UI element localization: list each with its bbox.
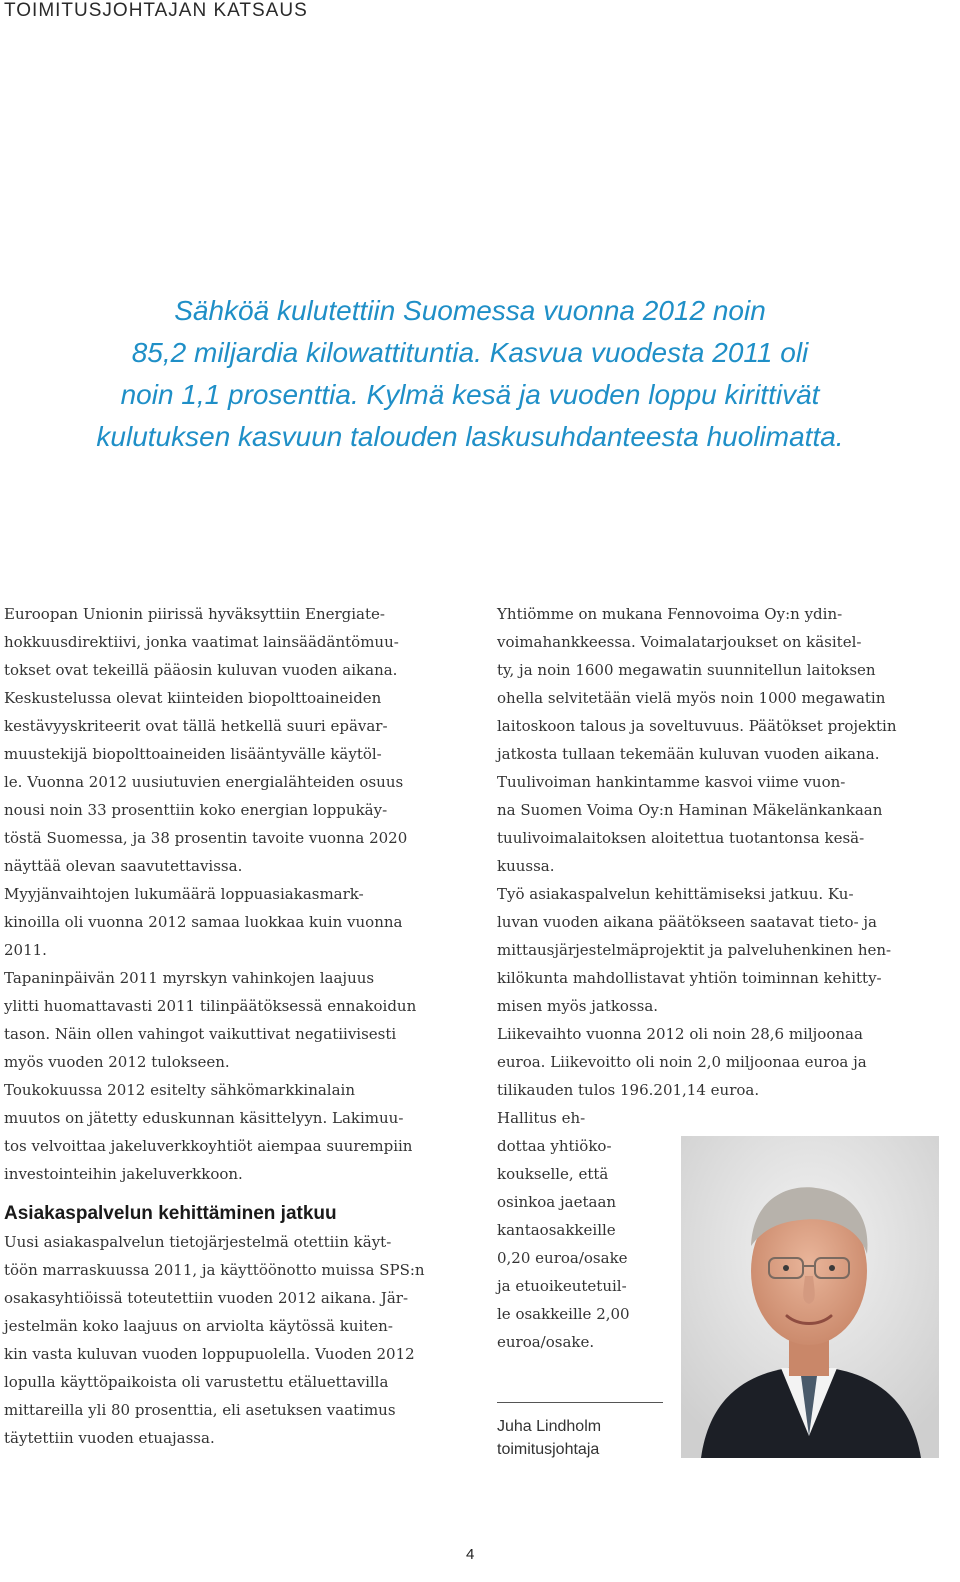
text-line: töstä Suomessa, ja 38 prosentin tavoite vuonna 2020 [4, 829, 408, 847]
signature-rule [497, 1402, 663, 1403]
text-line: mittausjärjestelmäprojektit ja palveluhenkinen hen- [497, 941, 892, 959]
text-line: luvan vuoden aikana päätökseen saatavat tieto- ja [497, 913, 877, 931]
lead-line: Sähköä kulutettiin Suomessa vuonna 2012 noin [174, 295, 766, 326]
text-line: 0,20 euroa/osake [497, 1249, 628, 1267]
text-line: muustekijä biopolttoaineiden lisääntyvälle käytöl- [4, 745, 382, 763]
text-line: nousi noin 33 prosenttiin koko energian loppukäy- [4, 801, 388, 819]
text-line: ja etuoikeutetuil- [497, 1277, 627, 1295]
text-line: investointeihin jakeluverkkoon. [4, 1165, 243, 1183]
text-line: hokkuusdirektiivi, jonka vaatimat lainsäädäntömuu- [4, 633, 399, 651]
text-line: Euroopan Unionin piirissä hyväksyttiin Energiate- [4, 605, 385, 623]
text-line: euroa. Liikevoitto oli noin 2,0 miljoonaa euroa ja [497, 1053, 867, 1071]
paragraph [4, 964, 464, 1076]
text-line: Tapaninpäivän 2011 myrskyn vahinkojen laajuus [4, 969, 375, 987]
text-line: jatkosta tullaan tekemään kuluvan vuoden aikana. [497, 745, 880, 763]
text-line: kinoilla oli vuonna 2012 samaa luokkaa kuin vuonna [4, 913, 403, 931]
text-line: kin vasta kuluvan vuoden loppupuolella. Vuoden 2012 [4, 1345, 415, 1363]
text-line: töön marraskuussa 2011, ja käyttöönotto muissa SPS:n [4, 1261, 425, 1279]
text-line: kuussa. [497, 857, 555, 875]
signature-block [497, 1415, 601, 1461]
page-number: 4 [466, 1546, 475, 1563]
text-line: Keskustelussa olevat kiinteiden biopolttoaineiden [4, 689, 382, 707]
paragraph [497, 1020, 942, 1104]
text-line: Myyjänvaihtojen lukumäärä loppuasiakasmark- [4, 885, 364, 903]
paragraph [497, 880, 942, 1020]
text-line: Yhtiömme on mukana Fennovoima Oy:n ydin- [497, 605, 843, 623]
text-line: ty, ja noin 1600 megawatin suunnitellun laitoksen [497, 661, 876, 679]
text-line: dottaa yhtiöko- [497, 1137, 612, 1155]
text-line: ylitti huomattavasti 2011 tilinpäätöksessä ennakoidun [4, 997, 417, 1015]
text-line: täytettiin vuoden etuajassa. [4, 1429, 215, 1447]
text-line: misen myös jatkossa. [497, 997, 659, 1015]
paragraph [4, 600, 464, 880]
text-line: osinkoa jaetaan [497, 1193, 617, 1211]
text-line: le osakkeille 2,00 [497, 1305, 630, 1323]
text-line: näyttää olevan saavutettavissa. [4, 857, 243, 875]
lead-line: 85,2 miljardia kilowattituntia. Kasvua vuodesta 2011 oli [131, 337, 809, 368]
text-line: na Suomen Voima Oy:n Haminan Mäkelänkankaan [497, 801, 883, 819]
paragraph [4, 1076, 464, 1188]
text-line: Työ asiakaspalvelun kehittämiseksi jatkuu. Ku- [497, 885, 854, 903]
ceo-portrait-photo [681, 1136, 939, 1458]
paragraph [4, 880, 464, 964]
text-line: Hallitus eh- [497, 1109, 586, 1127]
text-line: ohella selvitetään vielä myös noin 1000 megawatin [497, 689, 886, 707]
lead-quote [60, 290, 880, 458]
section-label: TOIMITUSJOHTAJAN KATSAUS [4, 0, 308, 21]
text-line: tason. Näin ollen vahingot vaikuttivat negatiivisesti [4, 1025, 397, 1043]
text-line: kilökunta mahdollistavat yhtiön toiminnan kehitty- [497, 969, 882, 987]
signature-name: Juha Lindholm [497, 1418, 602, 1435]
text-line: Toukokuussa 2012 esitelty sähkömarkkinalain [4, 1081, 355, 1099]
text-line: mittareilla yli 80 prosenttia, eli asetuksen vaatimus [4, 1401, 396, 1419]
text-line: laitoskoon talous ja soveltuvuus. Päätökset projektin [497, 717, 897, 735]
signature-title: toimitusjohtaja [497, 1441, 600, 1458]
text-line: tos velvoittaa jakeluverkkoyhtiöt aiempaa suurempiin [4, 1137, 413, 1155]
lead-line: noin 1,1 prosenttia. Kylmä kesä ja vuoden loppu kirittivät [120, 379, 820, 410]
lead-line: kulutuksen kasvuun talouden laskusuhdanteesta huolimatta. [96, 421, 844, 452]
text-line: 2011. [4, 941, 47, 959]
text-line: tuulivoimalaitoksen aloitettua tuotantonsa kesä- [497, 829, 865, 847]
text-line: muutos on jätetty eduskunnan käsittelyyn. Lakimuu- [4, 1109, 404, 1127]
text-line: le. Vuonna 2012 uusiutuvien energialähteiden osuus [4, 773, 404, 791]
paragraph [4, 1228, 464, 1452]
text-line: Liikevaihto vuonna 2012 oli noin 28,6 miljoonaa [497, 1025, 863, 1043]
text-line: kantaosakkeille [497, 1221, 616, 1239]
text-line: kestävyyskriteerit ovat tällä hetkellä suuri epävar- [4, 717, 388, 735]
section-heading: Asiakaspalvelun kehittäminen jatkuu [4, 1203, 337, 1224]
text-line: myös vuoden 2012 tulokseen. [4, 1053, 230, 1071]
text-line: Tuulivoiman hankintamme kasvoi viime vuon- [497, 773, 846, 791]
text-line: jestelmän koko laajuus on arviolta käytössä kuiten- [4, 1317, 393, 1335]
text-line: osakasyhtiöissä toteutettiin vuoden 2012 aikana. Jär- [4, 1289, 409, 1307]
text-line: voimahankkeessa. Voimalatarjoukset on käsitel- [497, 633, 862, 651]
left-column [4, 600, 464, 1452]
text-line: euroa/osake. [497, 1333, 595, 1351]
portrait-illustration [681, 1136, 939, 1458]
text-line: tilikauden tulos 196.201,14 euroa. [497, 1081, 760, 1099]
paragraph [497, 600, 942, 880]
text-line: Uusi asiakaspalvelun tietojärjestelmä otettiin käyt- [4, 1233, 392, 1251]
text-line: tokset ovat tekeillä pääosin kuluvan vuoden aikana. [4, 661, 398, 679]
text-line: koukselle, että [497, 1165, 609, 1183]
text-line: lopulla käyttöpaikoista oli varustettu etäluettavilla [4, 1373, 389, 1391]
